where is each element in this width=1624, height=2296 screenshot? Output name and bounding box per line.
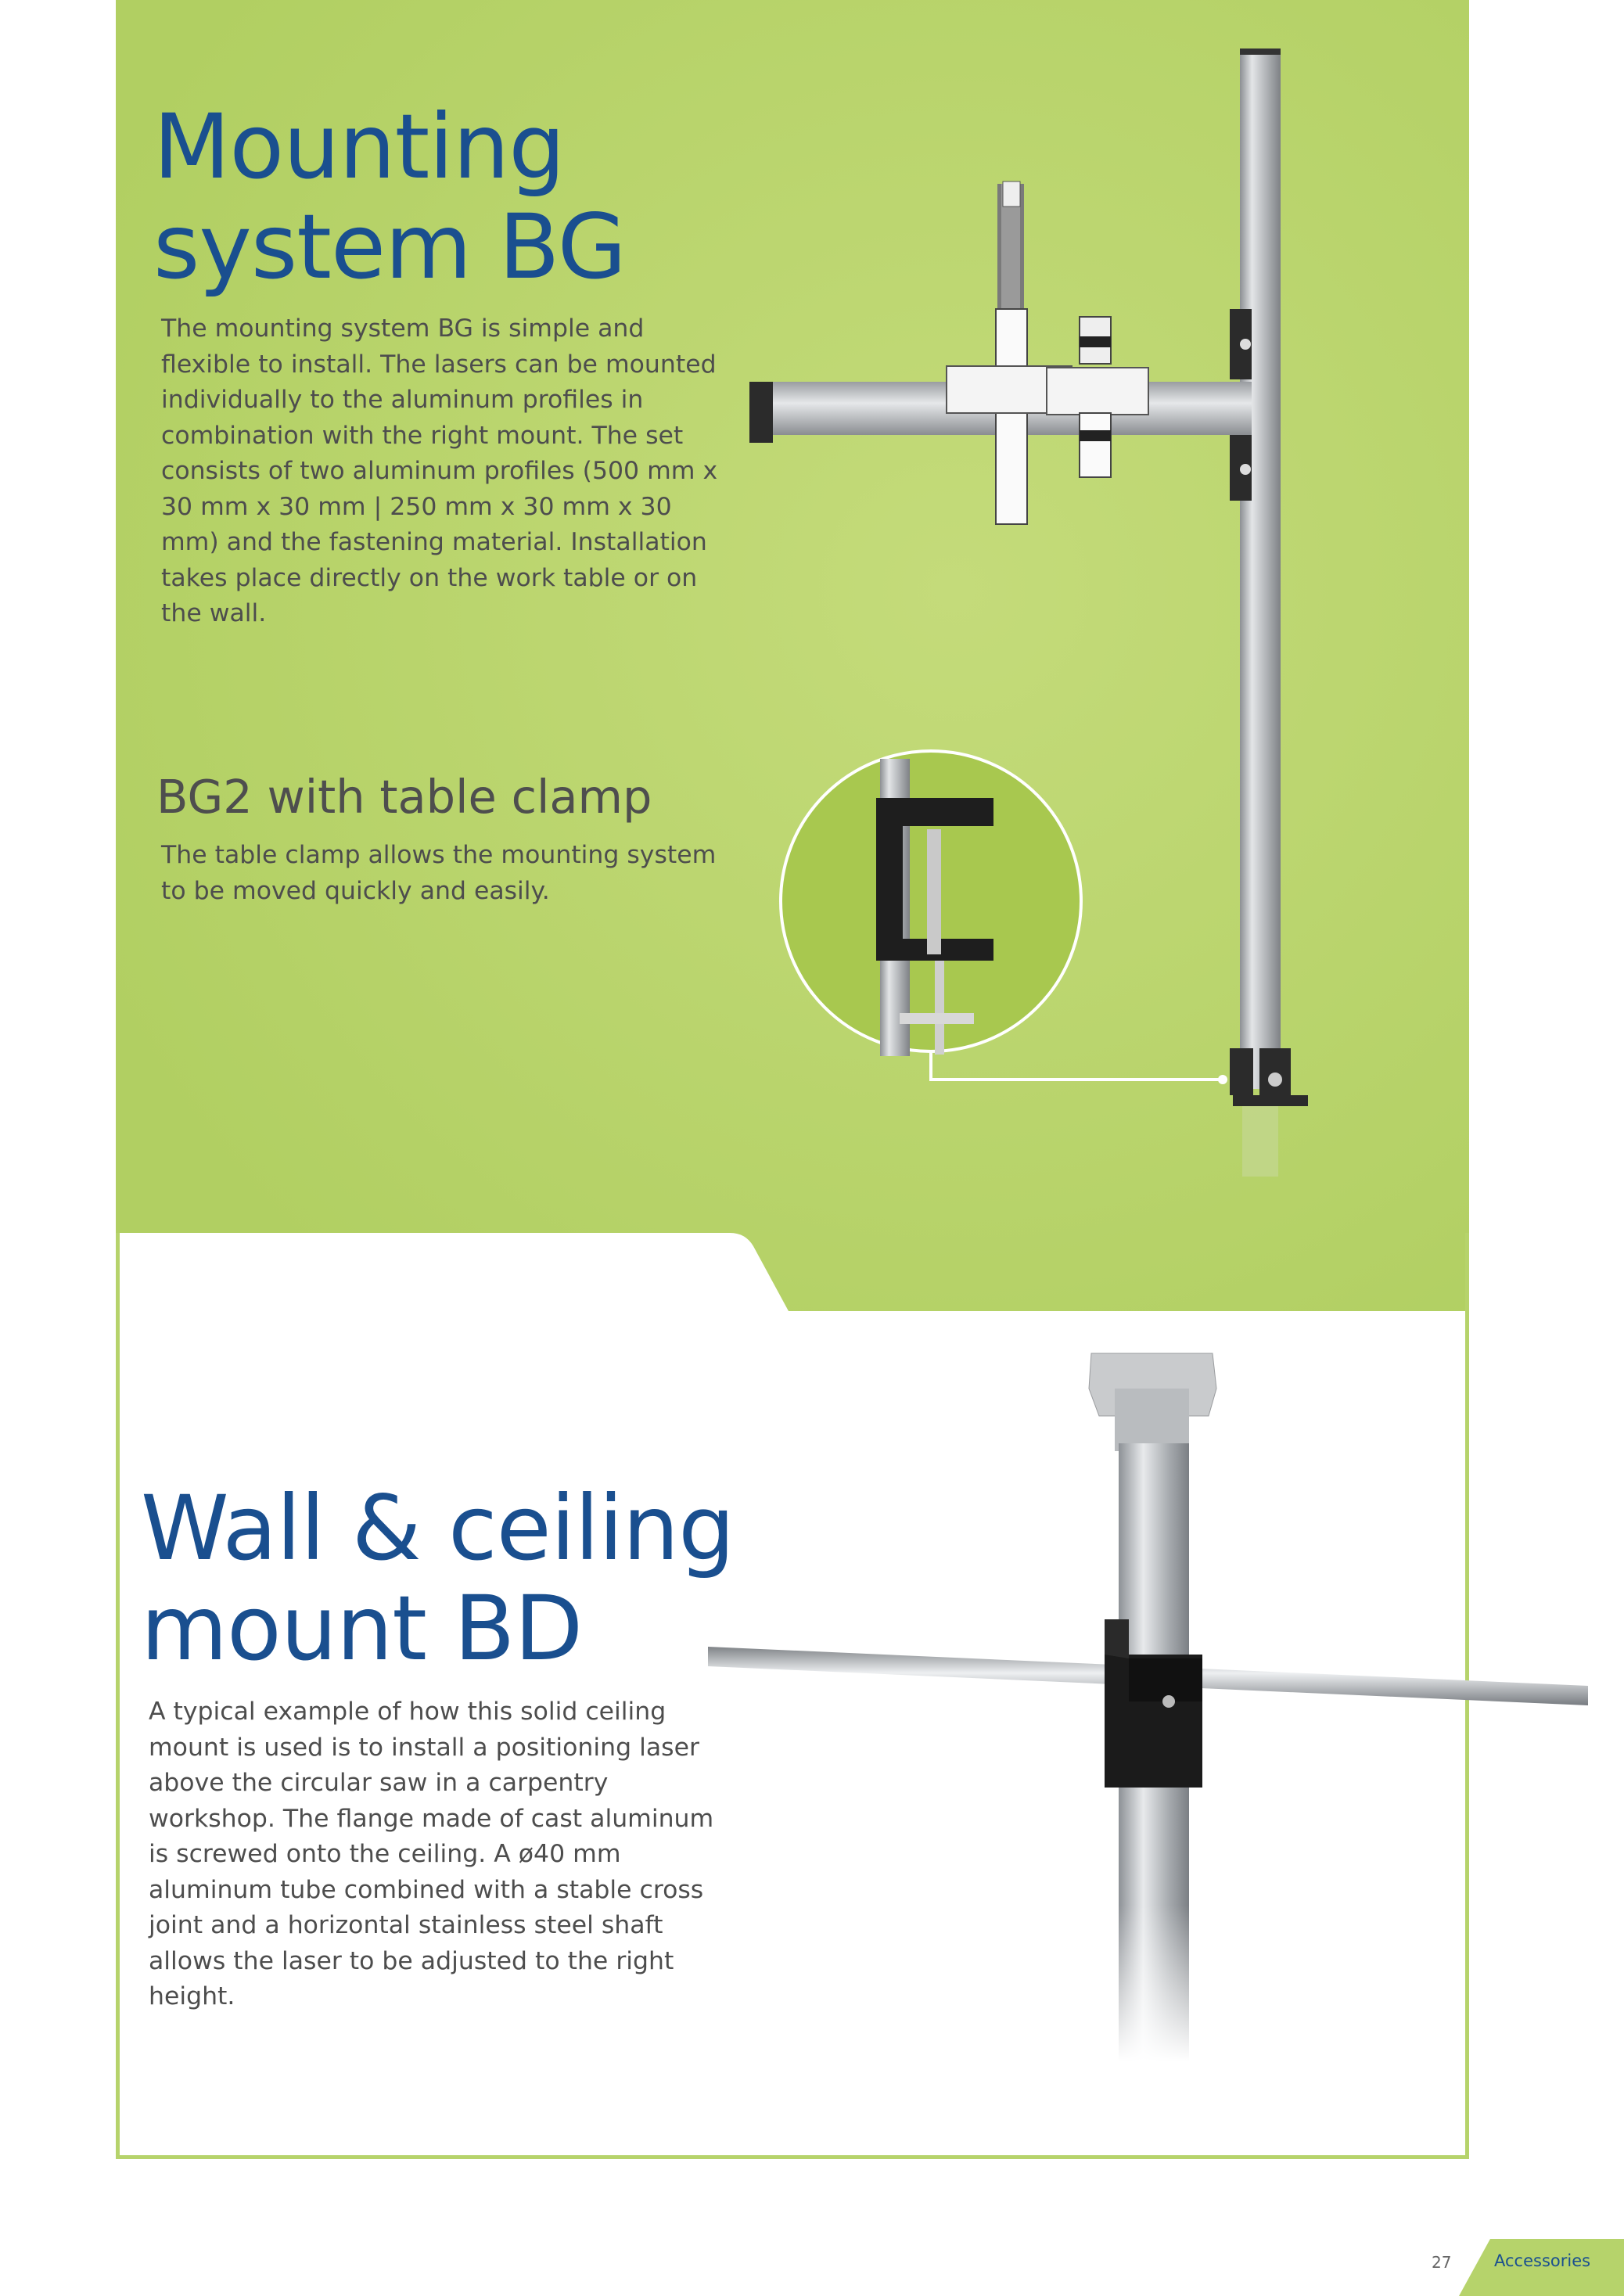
ceiling-mount-photo [704,1342,1596,2077]
section-body-wall-ceiling-mount: A typical example of how this solid ceiling mount is used is to install a positioning laser above the circular saw in a carpentry workshop. The flange made of cast aluminum is screwed onto the ceiling. A ø40 mm aluminum tube combined with a stable cross joint and a horizontal stainless steel shaft allows the laser to be adjusted to the right height. [149,1698,714,2010]
title-line: Wall & ceiling [141,1476,735,1580]
title-line: system BG [153,194,626,299]
title-line: mount BD [141,1576,583,1680]
section-title-mounting-system [153,95,626,299]
section-title-wall-ceiling-mount [141,1476,735,1680]
title-line: Mounting [153,95,565,199]
page-number: 27 [1432,2253,1452,2272]
section-body-mounting-system: The mounting system BG is simple and flexible to install. The lasers can be mounted individually to the aluminum profiles in combination with the right mount. The set consists of two aluminum profiles (500 mm x 30 mm x 30 mm | 250 mm x 30 mm x 30 mm) and the fastening material. Installation takes place directly on the work table or on the wall. [161,314,718,627]
section-body-table-clamp: The table clamp allows the mounting system to be moved quickly and easily. [161,841,717,905]
footer-tab [1459,2278,1624,2296]
section-title-table-clamp: BG2 with table clamp [156,770,652,824]
footer-section-label: Accessories [1494,2251,1591,2270]
mounting-system-photo [735,39,1377,1181]
